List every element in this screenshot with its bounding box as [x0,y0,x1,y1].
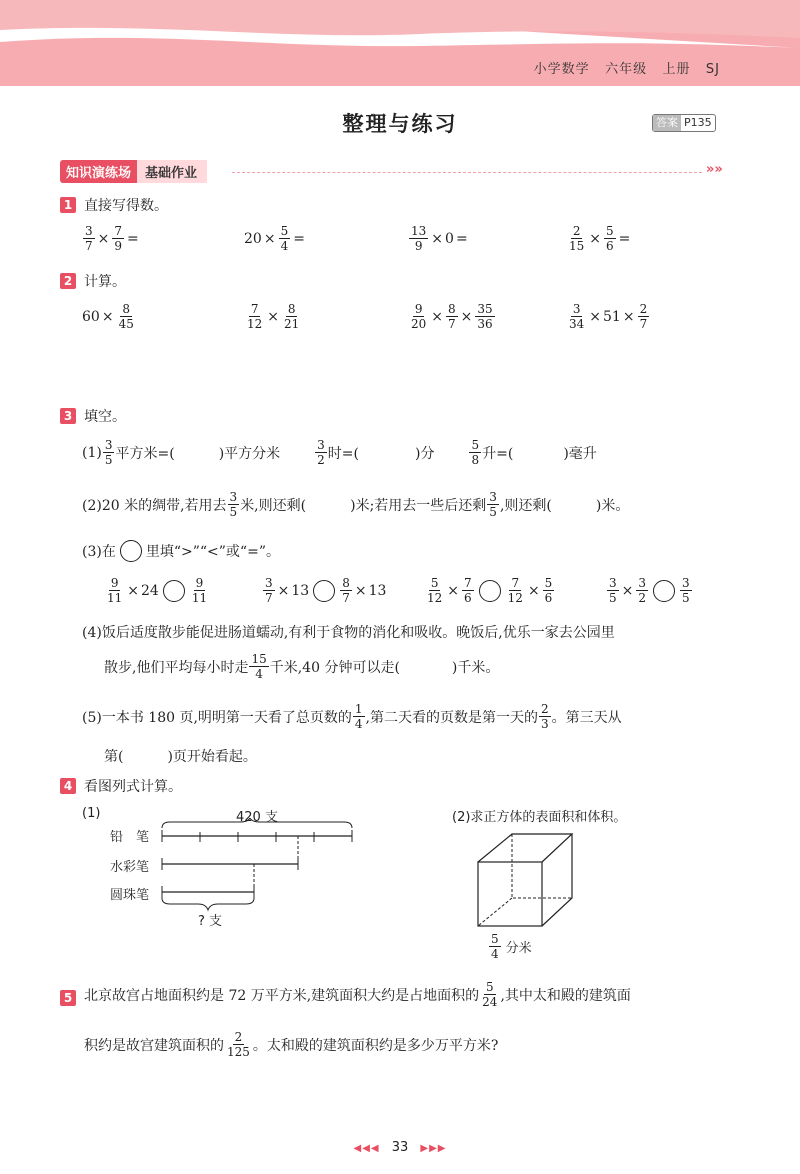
q3-part-5-line2: 第( )页开始看起。 [104,749,257,765]
compare-blank-circle[interactable] [163,580,185,602]
q1-expr-3: $\frac{13}{9}$ × 0 = [411,224,468,253]
cube-edge-label: 5 4 分米 [491,932,532,961]
question-number-3: 3 [60,408,76,424]
question-4-prompt: 看图列式计算。 [84,779,182,795]
q5-line1: 北京故宫占地面积约是 72 万平方米,建筑面积大约是占地面积的 5 24 ,其中太和殿的建筑面 [84,980,631,1009]
q1-expr-1: $\frac{3}{7}$ × $\frac{7}{9}$ = [85,224,139,253]
compare-blank-circle[interactable] [479,580,501,602]
q4-part-2-label: (2)求正方体的表面积和体积。 [452,810,627,825]
q1-expr-4: $\frac{2}{15}$ × $\frac{5}{6}$ = [569,224,631,253]
q3-part-4-line1: (4)饭后适度散步能促进肠道蠕动,有利于食物的消化和吸收。晚饭后,优乐一家去公园里 [82,625,615,641]
page-number: ◀◀◀ 33 ▶▶▶ [353,1140,447,1155]
header-info: 小学数学 六年级 上册 SJ [533,62,720,77]
page-title: 整理与练习 [342,112,458,136]
section-divider [232,172,702,173]
q3-compare-1: $\frac{9}{11}$ × 24 9 11 [107,576,208,605]
cube-diagram [470,828,580,938]
question-number-2: 2 [60,273,76,289]
q4-part-1-label: (1) [82,806,101,821]
answer-page-badge: 答案 P135 [652,114,716,132]
q2-expr-3: $\frac{9}{20}$ × $\frac{8}{7}$ × $\frac{35}{36}$ [411,302,493,331]
q3-compare-4: $\frac{3}{5}$ × $\frac{3}{2}$ 3 5 [609,576,690,605]
row-label-pencil: 铅 笔 [110,830,150,845]
question-number-4: 4 [60,778,76,794]
question-1-prompt: 直接写得数。 [84,198,168,214]
q5-line2: 积约是故宫建筑面积的 2 125 。太和殿的建筑面积约是多少万平方米? [84,1030,499,1059]
question-2-prompt: 计算。 [84,274,126,290]
row-label-watercolor: 水彩笔 [110,860,150,875]
compare-blank-circle[interactable] [313,580,335,602]
question-3-prompt: 填空。 [84,409,126,425]
left-arrows-icon: ◀◀◀ [353,1143,380,1154]
section-header: 知识演练场 基础作业 [60,160,207,183]
right-arrows-icon: ▶▶▶ [420,1143,447,1154]
segment-total-label: 420 支 [236,810,278,825]
compare-circle [120,540,142,562]
q3-part-2: (2)20 米的绸带,若用去 3 5 米,则还剩( )米;若用去一些后还剩 3 5 ,则还剩( )米。 [82,490,630,519]
q2-expr-2: $\frac{7}{12}$ × $\frac{8}{21}$ [247,302,300,331]
unknown-label: ? 支 [198,914,223,929]
question-number-1: 1 [60,197,76,213]
q3-part-1: (1) 3 5 平方米=( )平方分米 3 2 时=( )分 5 8 升=( )毫升 [82,438,597,467]
q3-part-5-line1: (5)一本书 180 页,明明第一天看了总页数的 1 4 ,第二天看的页数是第一天的 2 3 。第三天从 [82,702,622,731]
q3-compare-3: $\frac{5}{12}$ × $\frac{7}{6}$ $\frac{7}{12}$ × $\frac{5}{6}$ [427,576,553,605]
compare-blank-circle[interactable] [653,580,675,602]
row-label-ballpoint: 圆珠笔 [110,888,150,903]
question-number-5: 5 [60,990,76,1006]
double-chevron-icon: »» [706,162,723,177]
q3-part-3: (3)在 里填“>”“<”或“=”。 [82,540,280,562]
q2-expr-4: $\frac{3}{34}$ × 51 × $\frac{2}{7}$ [569,302,648,331]
q3-part-4-line2: 散步,他们平均每小时走 15 4 千米,40 分钟可以走( )千米。 [104,652,500,681]
q2-expr-1: 60 × $\frac{8}{45}$ [82,302,134,331]
segment-diagram [150,818,370,918]
q1-expr-2: 20 × $\frac{5}{4}$ = [244,224,305,253]
q3-compare-2: $\frac{3}{7}$ × 13 $\frac{8}{7}$ × 13 [265,576,387,605]
